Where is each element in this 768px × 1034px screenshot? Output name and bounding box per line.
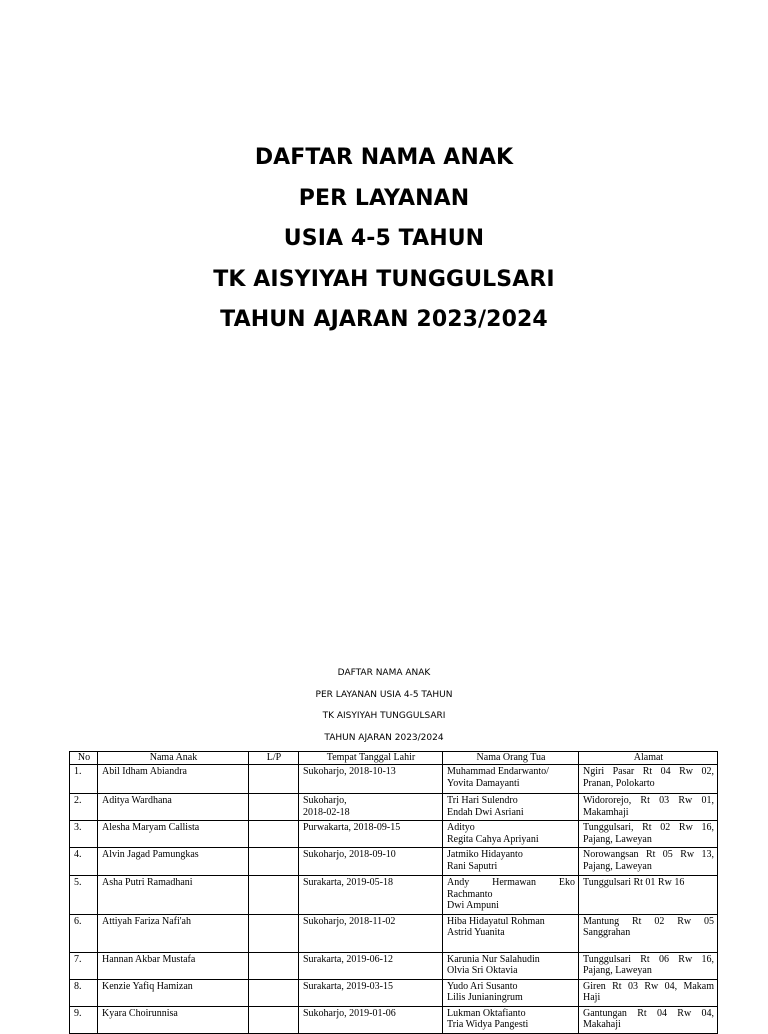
cell-no: 6. xyxy=(70,914,98,952)
parent-name: Hiba Hidayatul Rohman xyxy=(447,915,545,927)
table-row xyxy=(70,914,718,952)
cell-alamat: Tunggulsari, Rt 02 Rw 16, Pajang, Laweyan xyxy=(579,821,718,848)
cover-title-line: PER LAYANAN xyxy=(298,185,470,211)
cell-tempat-tanggal-lahir xyxy=(299,1006,443,1033)
birth-info-line: Sukoharjo, 2019-01-06 xyxy=(303,1007,396,1019)
birth-info-line: Sukoharjo, xyxy=(303,795,347,806)
cell-lp xyxy=(249,1006,299,1033)
cell-nama-orang-tua xyxy=(443,848,579,876)
cell-no: 5. xyxy=(70,876,98,915)
parent-name: Tri Hari Sulendro xyxy=(447,795,518,806)
parent-name: Lilis Junianingrum xyxy=(447,992,523,1003)
cell-alamat: Tunggulsari Rt 06 Rw 16, Pajang, Laweyan xyxy=(579,952,718,979)
cell-nama-orang-tua xyxy=(443,979,579,1006)
birth-info-line: Sukoharjo, 2018-10-13 xyxy=(303,766,396,777)
header-nama-orang-tua: Nama Orang Tua xyxy=(443,752,579,765)
cell-lp xyxy=(249,821,299,848)
header-alamat: Alamat xyxy=(579,752,718,765)
cell-nama-anak: Attiyah Fariza Nafi'ah xyxy=(98,914,249,952)
table-header-row xyxy=(70,752,718,765)
parent-name: Yovita Damayanti xyxy=(447,777,520,789)
birth-info-line: Surakarta, 2019-05-18 xyxy=(303,877,393,888)
parent-name: Muhammad Endarwanto/ xyxy=(447,766,549,777)
cell-alamat: Tunggulsari Rt 01 Rw 16 xyxy=(579,876,718,915)
parent-name: Endah Dwi Asriani xyxy=(447,806,524,818)
cover-title xyxy=(0,138,768,341)
table-row xyxy=(70,952,718,979)
cell-alamat: Norowangsan Rt 05 Rw 13, Pajang, Laweyan xyxy=(579,848,718,876)
parent-name: Regita Cahya Apriyani xyxy=(447,833,539,845)
cover-title-line: TK AISYIYAH TUNGGULSARI xyxy=(213,266,555,292)
parent-name: Tria Widya Pangesti xyxy=(447,1019,529,1030)
birth-info-line: Surakarta, 2019-06-12 xyxy=(303,953,393,965)
cover-title-line: USIA 4-5 TAHUN xyxy=(283,226,485,251)
cell-alamat: Mantung Rt 02 Rw 05 Sanggrahan xyxy=(579,914,718,952)
table-heading-line: TAHUN AJARAN 2023/2024 xyxy=(324,732,444,743)
cell-lp xyxy=(249,979,299,1006)
cell-alamat: Widororejo, Rt 03 Rw 01, Makamhaji xyxy=(579,794,718,821)
cell-nama-anak: Hannan Akbar Mustafa xyxy=(98,952,249,979)
cell-tempat-tanggal-lahir xyxy=(299,979,443,1006)
birth-info-line: 2018-02-18 xyxy=(303,806,350,818)
cell-lp xyxy=(249,952,299,979)
cell-alamat: Giren Rt 03 Rw 04, Makam Haji xyxy=(579,979,718,1006)
cell-tempat-tanggal-lahir xyxy=(299,848,443,876)
header-tempat-tanggal-lahir: Tempat Tanggal Lahir xyxy=(299,752,443,765)
cell-nama-anak: Kenzie Yafiq Hamizan xyxy=(98,979,249,1006)
parent-name: Adityo xyxy=(447,822,475,833)
cell-no: 2. xyxy=(70,794,98,821)
cell-lp xyxy=(249,876,299,915)
cell-alamat: Ngiri Pasar Rt 04 Rw 02, Pranan, Polokarto xyxy=(579,765,718,794)
cell-nama-anak: Alvin Jagad Pamungkas xyxy=(98,848,249,876)
cell-tempat-tanggal-lahir xyxy=(299,821,443,848)
cover-title-line: DAFTAR NAMA ANAK xyxy=(254,145,514,170)
parent-name: Dwi Ampuni xyxy=(447,900,499,911)
parent-name: Rani Saputri xyxy=(447,860,498,872)
header-nama-anak: Nama Anak xyxy=(98,752,249,765)
parent-name: Jatmiko Hidayanto xyxy=(447,849,523,860)
cell-no: 1. xyxy=(70,765,98,794)
cell-nama-anak: Kyara Choirunnisa xyxy=(98,1006,249,1033)
birth-info-line: Surakarta, 2019-03-15 xyxy=(303,980,393,992)
table-heading xyxy=(0,663,768,749)
cell-tempat-tanggal-lahir xyxy=(299,876,443,915)
cell-nama-orang-tua xyxy=(443,794,579,821)
parent-name: Olvia Sri Oktavia xyxy=(447,965,518,976)
cell-no: 8. xyxy=(70,979,98,1006)
cell-tempat-tanggal-lahir xyxy=(299,914,443,952)
table-heading-line: DAFTAR NAMA ANAK xyxy=(337,668,431,678)
header-lp: L/P xyxy=(249,752,299,765)
cell-no: 4. xyxy=(70,848,98,876)
cell-lp xyxy=(249,848,299,876)
birth-info-line: Sukoharjo, 2018-09-10 xyxy=(303,849,396,860)
table-row xyxy=(70,979,718,1006)
cell-nama-orang-tua xyxy=(443,821,579,848)
parent-name: Karunia Nur Salahudin xyxy=(447,953,540,965)
cover-title-line: TAHUN AJARAN 2023/2024 xyxy=(220,307,548,332)
cell-lp xyxy=(249,914,299,952)
cell-tempat-tanggal-lahir xyxy=(299,794,443,821)
header-no: No xyxy=(70,752,98,765)
student-table xyxy=(69,751,718,1034)
cell-nama-anak: Asha Putri Ramadhani xyxy=(98,876,249,915)
cell-tempat-tanggal-lahir xyxy=(299,765,443,794)
table-row xyxy=(70,765,718,794)
cell-lp xyxy=(249,765,299,794)
cell-no: 9. xyxy=(70,1006,98,1033)
table-body xyxy=(70,765,718,1034)
table-heading-line: PER LAYANAN USIA 4-5 TAHUN xyxy=(315,689,453,700)
table-row xyxy=(70,794,718,821)
cell-nama-orang-tua xyxy=(443,914,579,952)
cell-no: 3. xyxy=(70,821,98,848)
cell-nama-anak: Abil Idham Abiandra xyxy=(98,765,249,794)
table-row xyxy=(70,848,718,876)
cell-nama-orang-tua xyxy=(443,876,579,915)
cell-nama-anak: Alesha Maryam Callista xyxy=(98,821,249,848)
birth-info-line: Sukoharjo, 2018-11-02 xyxy=(303,915,396,927)
cell-alamat: Gantungan Rt 04 Rw 04, Makahaji xyxy=(579,1006,718,1033)
table-row xyxy=(70,1006,718,1033)
table-row xyxy=(70,876,718,915)
cell-lp xyxy=(249,794,299,821)
parent-name: Astrid Yuanita xyxy=(447,927,505,938)
cell-nama-orang-tua xyxy=(443,765,579,794)
cell-nama-orang-tua xyxy=(443,952,579,979)
cell-no: 7. xyxy=(70,952,98,979)
table-heading-line: TK AISYIYAH TUNGGULSARI xyxy=(322,711,446,721)
table-row xyxy=(70,821,718,848)
parent-name: Lukman Oktafianto xyxy=(447,1007,526,1019)
birth-info-line: Purwakarta, 2018-09-15 xyxy=(303,822,401,833)
cell-nama-anak: Aditya Wardhana xyxy=(98,794,249,821)
parent-name: Yudo Ari Susanto xyxy=(447,980,518,992)
cell-nama-orang-tua xyxy=(443,1006,579,1033)
parent-name: Andy Hermawan Eko Rachmanto xyxy=(447,877,575,900)
cell-tempat-tanggal-lahir xyxy=(299,952,443,979)
